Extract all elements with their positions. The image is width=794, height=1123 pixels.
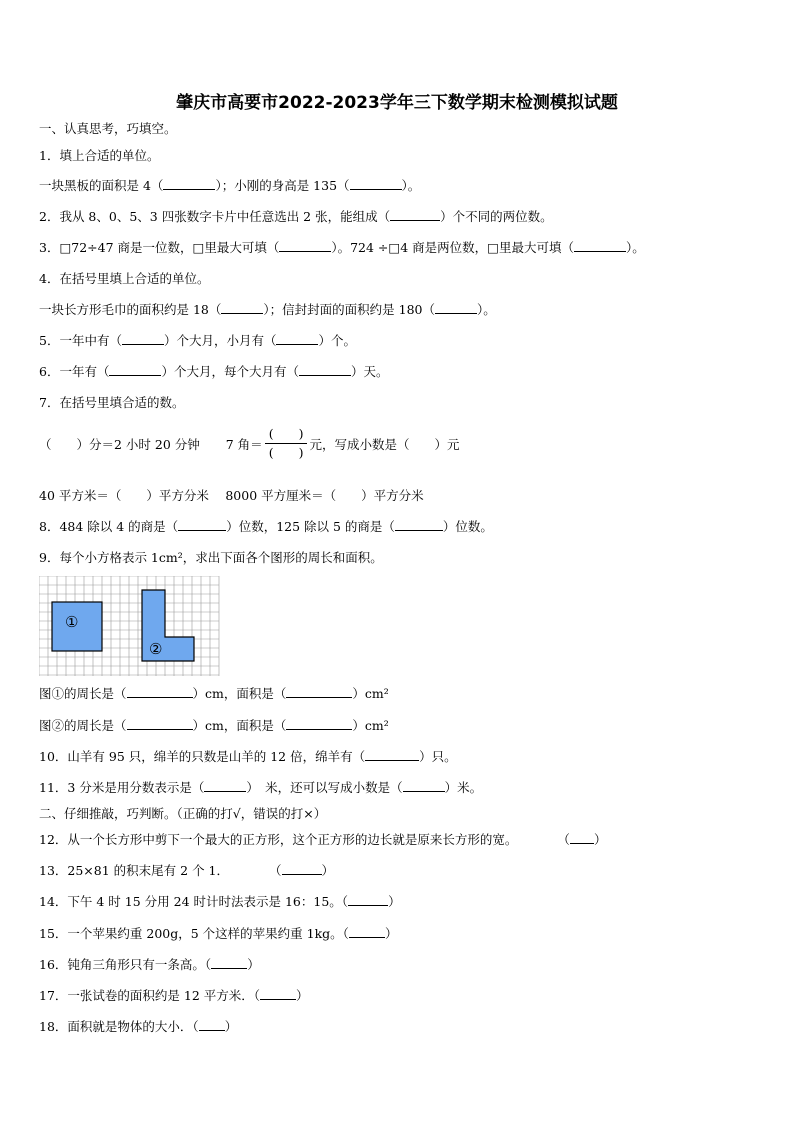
answer-blank[interactable] — [178, 519, 226, 531]
answer-blank[interactable] — [350, 178, 402, 190]
question-7a: （ ）分＝2 小时 20 分钟 7 角＝ $\frac{( )}{( )}$ 元，写成小数是（ ）元 — [39, 426, 460, 460]
answer-blank[interactable] — [365, 749, 419, 761]
question-8: 8．484 除以 4 的商是（ ）位数，125 除以 5 的商是（ ）位数。 — [39, 519, 493, 534]
question-9: 9．每个小方格表示 1cm²，求出下面各个图形的周长和面积。 — [39, 550, 383, 565]
judgement-blank[interactable] — [282, 863, 322, 875]
section-1-heading: 一、认真思考，巧填空。 — [39, 121, 177, 136]
judgement-blank[interactable] — [349, 926, 385, 938]
judgement-blank[interactable] — [199, 1019, 225, 1031]
figure-2-answer: 图②的周长是（ ）cm，面积是（ ）cm² — [39, 718, 389, 733]
section-2-heading: 二、仔细推敲，巧判断。（正确的打√，错误的打×） — [39, 806, 327, 821]
question-5: 5．一年中有（ ）个大月，小月有（ ）个。 — [39, 333, 356, 348]
answer-blank[interactable] — [286, 718, 352, 730]
question-2: 2．我从 8、0、5、3 四张数字卡片中任意选出 2 张，能组成（ ）个不同的两位数。 — [39, 209, 553, 224]
answer-blank[interactable] — [276, 333, 318, 345]
answer-blank[interactable] — [390, 209, 440, 221]
question-14: 14．下午 4 时 15 分用 24 时计时法表示是 16：15。（ ） — [39, 894, 401, 909]
question-12: 12．从一个长方形中剪下一个最大的正方形，这个正方形的边长就是原来长方形的宽。 （ ） — [39, 832, 607, 847]
figure-1-answer: 图①的周长是（ ）cm，面积是（ ）cm² — [39, 686, 389, 701]
question-7b: 40 平方米＝（ ）平方分米 8000 平方厘米＝（ ）平方分米 — [39, 488, 424, 503]
question-4a: 一块长方形毛巾的面积约是 18（ ）；信封封面的面积约是 180（ ）。 — [39, 302, 496, 317]
question-10: 10．山羊有 95 只，绵羊的只数是山羊的 12 倍，绵羊有（ ）只。 — [39, 749, 457, 764]
page-title: 肇庆市高要市2022-2023学年三下数学期末检测模拟试题 — [176, 93, 618, 113]
judgement-blank[interactable] — [211, 957, 247, 969]
judgement-blank[interactable] — [348, 894, 388, 906]
answer-blank[interactable] — [279, 240, 331, 252]
answer-blank[interactable] — [299, 364, 351, 376]
answer-blank[interactable] — [574, 240, 626, 252]
answer-blank[interactable] — [221, 302, 263, 314]
question-6: 6．一年有（ ）个大月，每个大月有（ ）天。 — [39, 364, 389, 379]
answer-blank[interactable] — [286, 686, 352, 698]
shape-1-label: ① — [65, 613, 79, 631]
fraction: $\frac{( )}{( )}$ — [265, 425, 308, 462]
question-11: 11．3 分米是用分数表示是（ ） 米，还可以写成小数是（ ）米。 — [39, 780, 483, 795]
question-1a: 一块黑板的面积是 4（ ）；小刚的身高是 135（ ）。 — [39, 178, 421, 193]
question-4: 4．在括号里填上合适的单位。 — [39, 271, 210, 286]
answer-blank[interactable] — [204, 780, 246, 792]
question-7: 7．在括号里填合适的数。 — [39, 395, 185, 410]
answer-blank[interactable] — [127, 718, 193, 730]
answer-blank[interactable] — [127, 686, 193, 698]
grid-figure — [39, 576, 221, 678]
question-18: 18．面积就是物体的大小．（ ） — [39, 1019, 238, 1034]
shape-2-label: ② — [149, 640, 163, 658]
answer-blank[interactable] — [163, 178, 215, 190]
question-3: 3．□72÷47 商是一位数，□里最大可填（ ）。724 ÷□4 商是两位数，□里最大可填（ ）。 — [39, 240, 645, 255]
judgement-blank[interactable] — [260, 988, 296, 1000]
question-16: 16．钝角三角形只有一条高。（ ） — [39, 957, 260, 972]
question-13: 13．25×81 的积末尾有 2 个 1． （ ） — [39, 863, 335, 878]
question-17: 17．一张试卷的面积约是 12 平方米．（ ） — [39, 988, 309, 1003]
answer-blank[interactable] — [109, 364, 161, 376]
judgement-blank[interactable] — [570, 832, 594, 844]
answer-blank[interactable] — [403, 780, 445, 792]
answer-blank[interactable] — [435, 302, 477, 314]
question-15: 15．一个苹果约重 200g，5 个这样的苹果约重 1kg。（ ） — [39, 926, 398, 941]
answer-blank[interactable] — [122, 333, 164, 345]
answer-blank[interactable] — [395, 519, 443, 531]
question-1: 1．填上合适的单位。 — [39, 148, 160, 163]
